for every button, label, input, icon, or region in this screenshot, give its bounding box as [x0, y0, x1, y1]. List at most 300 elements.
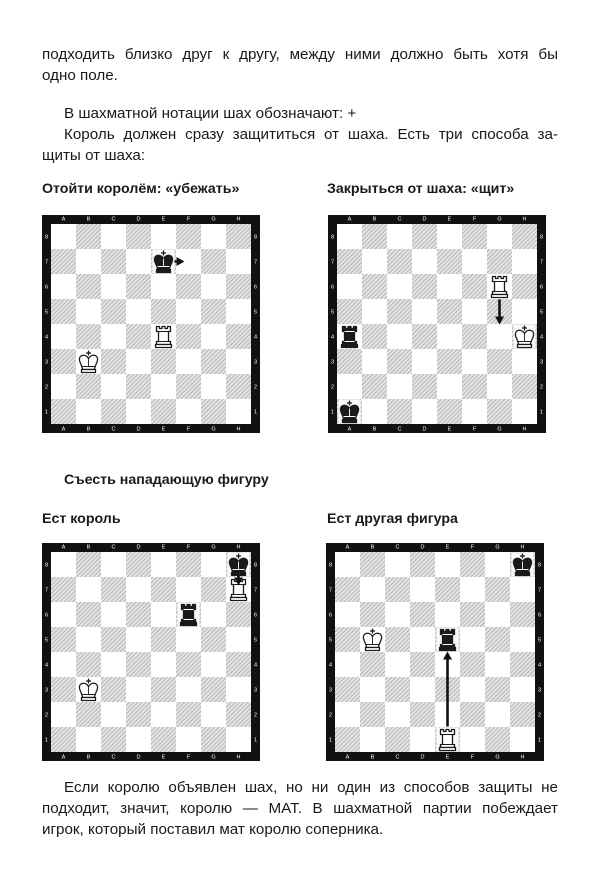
board-square	[126, 602, 151, 627]
board-square	[487, 224, 512, 249]
board-square	[201, 349, 226, 374]
board-square	[362, 299, 387, 324]
board-square	[462, 349, 487, 374]
board-square	[337, 224, 362, 249]
board-square	[460, 702, 485, 727]
board-square	[176, 224, 201, 249]
file-label: F	[470, 544, 475, 551]
board-square	[151, 627, 176, 652]
board-square	[51, 727, 76, 752]
file-label: E	[161, 754, 166, 761]
board-square	[362, 249, 387, 274]
file-label: D	[136, 216, 141, 223]
board-square	[335, 727, 360, 752]
rank-label: 8	[539, 234, 544, 241]
board-square	[126, 677, 151, 702]
board-square	[360, 727, 385, 752]
board-square	[512, 224, 537, 249]
file-label: E	[445, 754, 450, 761]
black-king-icon	[512, 553, 534, 577]
intro-line-2: одно поле.	[42, 67, 118, 84]
rank-label: 3	[253, 359, 258, 366]
board-square	[512, 299, 537, 324]
board-square	[101, 577, 126, 602]
board-square	[101, 324, 126, 349]
file-label: B	[372, 426, 377, 433]
board-square	[226, 399, 251, 424]
board-square	[462, 249, 487, 274]
board-square	[437, 349, 462, 374]
board-square	[126, 224, 151, 249]
board-square	[485, 627, 510, 652]
board-square	[337, 249, 362, 274]
board-square	[335, 627, 360, 652]
rank-label: 2	[539, 384, 544, 391]
board-square	[76, 652, 101, 677]
rank-label: 8	[44, 562, 49, 569]
board-square	[410, 677, 435, 702]
rank-label: 7	[44, 587, 49, 594]
board-square	[51, 299, 76, 324]
rank-label: 1	[44, 737, 49, 744]
file-label: H	[236, 754, 241, 761]
board-square	[460, 627, 485, 652]
file-label: F	[470, 754, 475, 761]
board-square	[412, 349, 437, 374]
board-square	[460, 577, 485, 602]
rank-label: 7	[253, 259, 258, 266]
board-square	[126, 552, 151, 577]
board-square	[462, 399, 487, 424]
outro-line-3: игрок, который поставил мат королю соперника.	[42, 821, 384, 838]
board-square	[487, 374, 512, 399]
board-square	[151, 349, 176, 374]
file-label: G	[211, 754, 216, 761]
board-square	[101, 274, 126, 299]
board-square	[101, 299, 126, 324]
board-square	[126, 399, 151, 424]
board-square	[151, 677, 176, 702]
rank-label: 7	[537, 587, 542, 594]
file-label: E	[447, 216, 452, 223]
rank-label: 3	[330, 359, 335, 366]
black-king-icon	[228, 553, 250, 577]
board-square	[126, 324, 151, 349]
board-square	[51, 652, 76, 677]
board-square	[385, 652, 410, 677]
black-rook-icon	[437, 628, 459, 652]
file-label: B	[86, 426, 91, 433]
rank-label: 2	[537, 712, 542, 719]
board-square	[437, 274, 462, 299]
board-square	[337, 349, 362, 374]
board-square	[76, 727, 101, 752]
board-square	[226, 652, 251, 677]
file-label: F	[472, 426, 477, 433]
board-square	[387, 324, 412, 349]
board-square	[462, 324, 487, 349]
board-square	[387, 249, 412, 274]
board-square	[410, 602, 435, 627]
file-label: A	[61, 754, 66, 761]
rank-label: 4	[537, 662, 542, 669]
black-rook-icon	[178, 603, 200, 627]
board-square	[201, 627, 226, 652]
defense-line-2: щиты от шаха:	[42, 147, 146, 164]
board-square	[151, 399, 176, 424]
board-square	[335, 577, 360, 602]
rank-label: 5	[253, 637, 258, 644]
board-square	[337, 274, 362, 299]
board-square	[176, 274, 201, 299]
board-square	[387, 274, 412, 299]
board-square	[151, 552, 176, 577]
board-square	[410, 552, 435, 577]
board-square	[335, 652, 360, 677]
board-square	[51, 399, 76, 424]
white-king-icon	[362, 628, 384, 652]
board-square	[201, 702, 226, 727]
board-escape	[42, 215, 260, 433]
black-rook-icon	[339, 325, 361, 349]
board-square	[510, 677, 535, 702]
rank-label: 2	[253, 384, 258, 391]
board-square	[510, 627, 535, 652]
board-square	[410, 727, 435, 752]
rank-label: 6	[253, 612, 258, 619]
board-square	[360, 677, 385, 702]
board-square	[337, 299, 362, 324]
board-square	[485, 577, 510, 602]
board-square	[201, 577, 226, 602]
file-label: B	[86, 754, 91, 761]
board-square	[460, 727, 485, 752]
board-square	[437, 324, 462, 349]
board-square	[151, 727, 176, 752]
board-square	[362, 399, 387, 424]
caption-escape: Отойти королём: «убежать»	[42, 181, 240, 197]
board-square	[76, 324, 101, 349]
board-square	[101, 627, 126, 652]
board-square	[176, 349, 201, 374]
board-square	[226, 627, 251, 652]
file-label: B	[86, 544, 91, 551]
board-square	[412, 249, 437, 274]
white-king-icon	[514, 325, 536, 349]
board-square	[51, 249, 76, 274]
defense-line-1: Король должен сразу защититься от шаха. Есть три способа за-	[64, 126, 558, 143]
board-square	[487, 399, 512, 424]
board-square	[176, 652, 201, 677]
board-square	[151, 274, 176, 299]
board-square	[126, 727, 151, 752]
file-label: H	[522, 216, 527, 223]
caption-king-captures: Ест король	[42, 511, 121, 527]
board-square	[176, 324, 201, 349]
board-square	[337, 374, 362, 399]
rank-label: 4	[330, 334, 335, 341]
board-square	[201, 324, 226, 349]
board-square	[360, 702, 385, 727]
board-square	[51, 627, 76, 652]
board-square	[201, 652, 226, 677]
board-square	[101, 677, 126, 702]
file-label: B	[370, 754, 375, 761]
black-king-icon	[339, 400, 361, 424]
board-square	[385, 727, 410, 752]
file-label: H	[520, 754, 525, 761]
board-square	[510, 727, 535, 752]
board-square	[76, 224, 101, 249]
rank-label: 2	[328, 712, 333, 719]
board-square	[512, 349, 537, 374]
board-square	[485, 677, 510, 702]
black-king-icon	[153, 250, 175, 274]
board-square	[101, 349, 126, 374]
board-square	[385, 552, 410, 577]
board-square	[226, 727, 251, 752]
file-label: F	[186, 426, 191, 433]
rank-label: 4	[253, 334, 258, 341]
board-shield	[328, 215, 546, 433]
board-square	[226, 249, 251, 274]
rank-label: 6	[44, 284, 49, 291]
rank-label: 1	[328, 737, 333, 744]
board-square	[226, 274, 251, 299]
file-label: A	[61, 216, 66, 223]
board-square	[485, 552, 510, 577]
board-square	[335, 552, 360, 577]
board-square	[101, 727, 126, 752]
file-label: F	[186, 754, 191, 761]
board-square	[126, 249, 151, 274]
rank-label: 5	[328, 637, 333, 644]
board-king-captures	[42, 543, 260, 761]
board-square	[437, 299, 462, 324]
file-label: C	[395, 544, 400, 551]
board-square	[412, 299, 437, 324]
board-square	[360, 577, 385, 602]
board-square	[201, 224, 226, 249]
board-square	[76, 602, 101, 627]
board-square	[412, 374, 437, 399]
board-square	[510, 577, 535, 602]
board-square	[101, 224, 126, 249]
file-label: F	[472, 216, 477, 223]
rank-label: 7	[253, 587, 258, 594]
board-square	[126, 702, 151, 727]
file-label: A	[347, 216, 352, 223]
outro-line-2: подходит, значит, королю — МАТ. В шахматной партии побеждает	[42, 800, 558, 817]
board-square	[101, 374, 126, 399]
board-square	[126, 274, 151, 299]
board-square	[410, 577, 435, 602]
rank-label: 4	[539, 334, 544, 341]
rank-label: 3	[253, 687, 258, 694]
board-square	[126, 577, 151, 602]
rank-label: 4	[44, 662, 49, 669]
board-square	[201, 249, 226, 274]
outro-line-1: Если королю объявлен шах, но ни один из способов защиты не	[64, 779, 558, 796]
file-label: G	[211, 426, 216, 433]
file-label: E	[447, 426, 452, 433]
board-square	[512, 274, 537, 299]
board-square	[412, 324, 437, 349]
file-label: F	[186, 544, 191, 551]
board-square	[201, 399, 226, 424]
board-square	[485, 602, 510, 627]
rank-label: 6	[539, 284, 544, 291]
file-label: E	[161, 216, 166, 223]
board-square	[437, 399, 462, 424]
board-square	[512, 374, 537, 399]
caption-other-captures: Ест другая фигура	[327, 511, 458, 527]
board-square	[101, 702, 126, 727]
rank-label: 2	[330, 384, 335, 391]
file-label: H	[236, 426, 241, 433]
rank-label: 1	[539, 409, 544, 416]
board-square	[201, 677, 226, 702]
rank-label: 4	[328, 662, 333, 669]
board-square	[460, 677, 485, 702]
rank-label: 7	[328, 587, 333, 594]
file-label: C	[397, 216, 402, 223]
board-square	[360, 552, 385, 577]
board-square	[485, 652, 510, 677]
file-label: A	[345, 754, 350, 761]
board-square	[76, 249, 101, 274]
board-square	[76, 627, 101, 652]
board-square	[385, 602, 410, 627]
file-label: C	[397, 426, 402, 433]
intro-line-1: подходить близко друг к другу, между ними должно быть хотя бы	[42, 46, 558, 63]
board-square	[512, 399, 537, 424]
file-label: G	[211, 544, 216, 551]
rank-label: 4	[253, 662, 258, 669]
file-label: C	[111, 544, 116, 551]
board-square	[51, 274, 76, 299]
board-square	[176, 577, 201, 602]
board-square	[437, 224, 462, 249]
rank-label: 5	[44, 637, 49, 644]
board-square	[360, 602, 385, 627]
rank-label: 5	[537, 637, 542, 644]
board-square	[435, 552, 460, 577]
rank-label: 1	[253, 737, 258, 744]
board-square	[76, 577, 101, 602]
file-label: H	[520, 544, 525, 551]
board-square	[151, 702, 176, 727]
board-square	[460, 652, 485, 677]
file-label: B	[86, 216, 91, 223]
file-label: D	[420, 544, 425, 551]
board-square	[362, 224, 387, 249]
rank-label: 6	[537, 612, 542, 619]
rank-label: 3	[537, 687, 542, 694]
rank-label: 6	[44, 612, 49, 619]
rank-label: 7	[44, 259, 49, 266]
file-label: A	[347, 426, 352, 433]
rank-label: 5	[539, 309, 544, 316]
file-label: G	[211, 216, 216, 223]
board-square	[360, 652, 385, 677]
board-square	[101, 552, 126, 577]
board-square	[101, 602, 126, 627]
rank-label: 2	[44, 712, 49, 719]
board-square	[201, 552, 226, 577]
file-label: G	[495, 544, 500, 551]
file-label: A	[345, 544, 350, 551]
board-square	[385, 677, 410, 702]
board-square	[226, 374, 251, 399]
board-square	[435, 577, 460, 602]
board-square	[226, 677, 251, 702]
board-square	[226, 602, 251, 627]
board-square	[201, 374, 226, 399]
board-square	[176, 552, 201, 577]
board-other-captures	[326, 543, 544, 761]
board-square	[201, 274, 226, 299]
board-square	[460, 552, 485, 577]
file-label: G	[497, 216, 502, 223]
file-label: C	[111, 426, 116, 433]
board-square	[410, 652, 435, 677]
file-label: H	[236, 216, 241, 223]
rank-label: 1	[44, 409, 49, 416]
rank-label: 5	[330, 309, 335, 316]
board-square	[76, 702, 101, 727]
file-label: C	[395, 754, 400, 761]
file-label: D	[136, 544, 141, 551]
rank-label: 5	[253, 309, 258, 316]
board-square	[385, 702, 410, 727]
board-square	[201, 299, 226, 324]
board-square	[151, 224, 176, 249]
file-label: E	[161, 426, 166, 433]
rank-label: 3	[44, 359, 49, 366]
board-square	[126, 299, 151, 324]
file-label: D	[136, 426, 141, 433]
board-square	[51, 577, 76, 602]
file-label: B	[372, 216, 377, 223]
board-square	[51, 702, 76, 727]
rank-label: 1	[537, 737, 542, 744]
file-label: G	[497, 426, 502, 433]
board-square	[226, 299, 251, 324]
file-label: D	[422, 216, 427, 223]
file-label: H	[236, 544, 241, 551]
board-square	[51, 677, 76, 702]
board-square	[335, 702, 360, 727]
file-label: D	[136, 754, 141, 761]
board-square	[435, 602, 460, 627]
board-square	[437, 374, 462, 399]
board-square	[362, 349, 387, 374]
board-square	[226, 349, 251, 374]
board-square	[76, 274, 101, 299]
board-square	[176, 677, 201, 702]
board-square	[176, 627, 201, 652]
caption-shield: Закрыться от шаха: «щит»	[327, 181, 515, 197]
board-square	[151, 374, 176, 399]
rank-label: 1	[253, 409, 258, 416]
board-square	[151, 602, 176, 627]
file-label: F	[186, 216, 191, 223]
board-square	[462, 299, 487, 324]
rank-label: 5	[44, 309, 49, 316]
white-king-icon	[78, 350, 100, 374]
rank-label: 7	[539, 259, 544, 266]
